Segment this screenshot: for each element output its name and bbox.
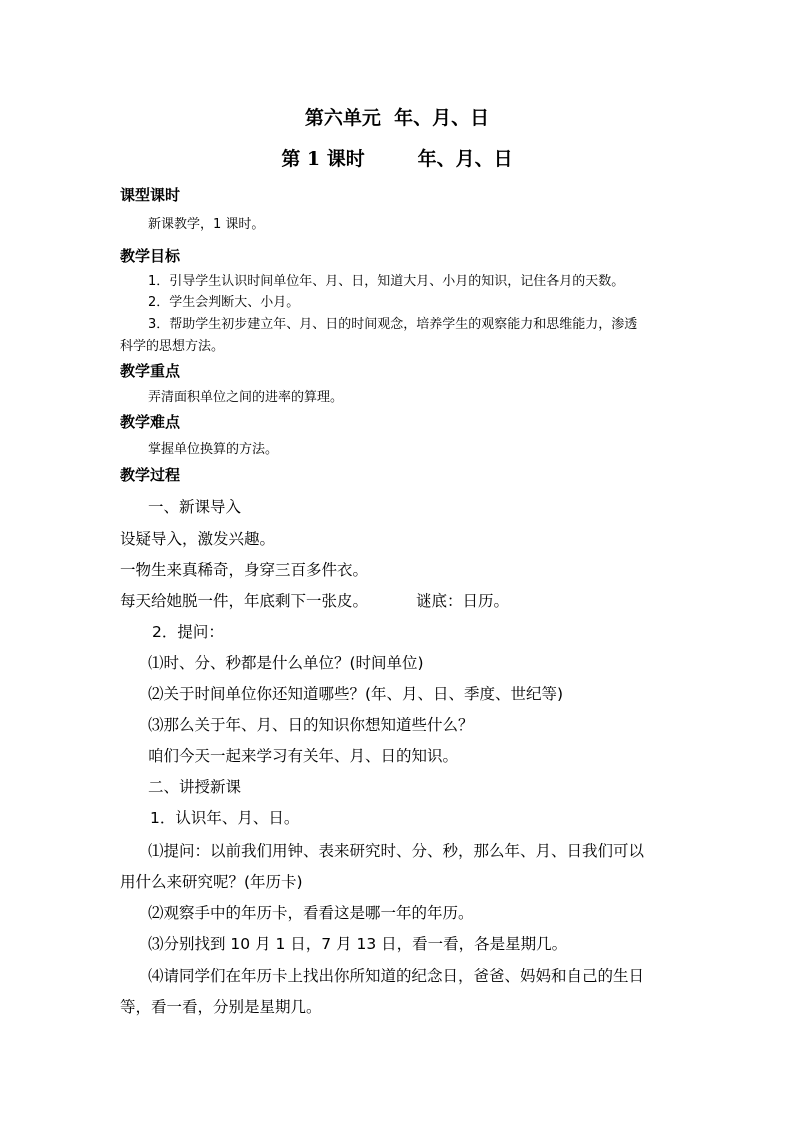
process-line: 设疑导入，激发兴趣。 [120,530,276,548]
section-heading-process: 教学过程 [120,466,181,484]
process-line: 咱们今天一起来学习有关年、月、日的知识。 [148,747,459,765]
process-line: 每天给她脱一件，年底剩下一张皮。 [120,592,369,610]
process-line: 等，看一看，分别是星期几。 [120,998,322,1016]
section-heading-key: 教学重点 [120,362,181,380]
process-line: ⑶那么关于年、月、日的知识你想知道些什么？ [148,716,474,734]
difficulty-text: 掌握单位换算的方法。 [148,442,279,457]
process-line: ⑴提问：以前我们用钟、表来研究时、分、秒，那么年、月、日我们可以 [148,842,645,860]
process-line: 用什么来研究呢？(年历卡) [120,873,303,891]
type-text: 新课教学，1 课时。 [148,217,265,232]
process-line: ⑵关于时间单位你还知道哪些？(年、月、日、季度、世纪等) [148,685,564,703]
process-line: 2．提问： [152,623,224,641]
process-line: 一物生来真稀奇，身穿三百多件衣。 [120,561,369,579]
section-heading-difficulty: 教学难点 [120,413,181,431]
goal-item-3-continued: 科学的思想方法。 [120,339,225,354]
riddle-answer: 谜底：日历。 [416,592,510,610]
process-line: ⑶分别找到 10 月 1 日，7 月 13 日，看一看，各是星期几。 [148,935,568,953]
unit-title: 第六单元 年、月、日 [304,107,490,129]
goal-item-2: 2．学生会判断大、小月。 [148,295,300,310]
key-text: 弄清面积单位之间的进率的算理。 [148,390,344,405]
goal-item-3: 3．帮助学生初步建立年、月、日的时间观念，培养学生的观察能力和思维能力，渗透 [148,317,638,332]
goal-item-1: 1．引导学生认识时间单位年、月、日，知道大月、小月的知识，记住各月的天数。 [148,274,625,289]
process-line: ⑷请同学们在年历卡上找出你所知道的纪念日，爸爸、妈妈和自己的生日 [148,967,645,985]
section-heading-type: 课型课时 [120,186,181,204]
process-line: ⑴时、分、秒都是什么单位？(时间单位) [148,654,424,672]
process-line: 1．认识年、月、日。 [150,809,300,827]
process-line-intro-heading: 一、新课导入 [148,498,242,516]
process-line-new-lesson-heading: 二、讲授新课 [148,778,242,796]
process-line: ⑵观察手中的年历卡，看看这是哪一年的年历。 [148,904,474,922]
section-heading-goals: 教学目标 [120,247,181,265]
lesson-title: 第 1 课时 年、月、日 [281,148,513,170]
